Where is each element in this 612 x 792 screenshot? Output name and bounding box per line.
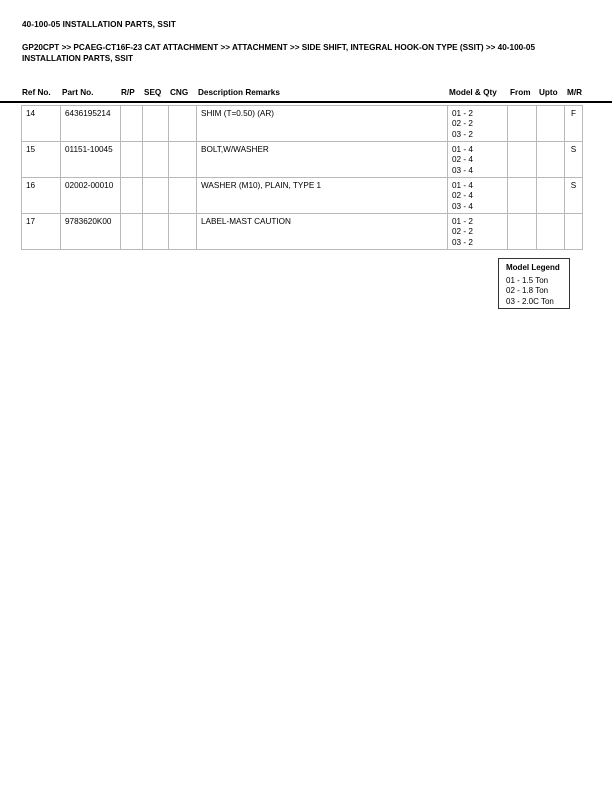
cell-description: WASHER (M10), PLAIN, TYPE 1 [197, 178, 448, 214]
cell-ref-no: 16 [22, 178, 61, 214]
cell-description: BOLT,W/WASHER [197, 142, 448, 178]
table-row [22, 106, 583, 142]
model-qty-line: 03 - 4 [452, 201, 473, 211]
legend-item: 02 - 1.8 Ton [506, 286, 549, 296]
column-header-rp: R/P [121, 88, 135, 97]
column-header-upto: Upto [539, 88, 558, 97]
cell-mr: F [565, 106, 583, 142]
parts-table-body [22, 106, 583, 250]
column-header-model-qty: Model & Qty [449, 88, 497, 97]
cell-from [508, 178, 537, 214]
column-header-description: Description Remarks [198, 88, 280, 97]
cell-part-no: 9783620K00 [61, 214, 121, 250]
cell-part-no: 6436195214 [61, 106, 121, 142]
model-qty-line: 01 - 2 [452, 109, 473, 118]
legend-item: 03 - 2.0C Ton [506, 296, 554, 306]
cell-from [508, 106, 537, 142]
cell-seq [143, 214, 169, 250]
cell-cng [169, 106, 197, 142]
model-qty-line: 03 - 2 [452, 129, 473, 139]
cell-description: LABEL-MAST CAUTION [197, 214, 448, 250]
column-header-from: From [510, 88, 531, 97]
model-qty-line: 02 - 4 [452, 191, 473, 201]
legend-item: 01 - 1.5 Ton [506, 275, 549, 285]
column-header-cng: CNG [170, 88, 189, 97]
table-row [22, 214, 583, 250]
cell-part-no: 02002-00010 [61, 178, 121, 214]
cell-upto [537, 214, 565, 250]
cell-upto [537, 106, 565, 142]
breadcrumb: GP20CPT >> PCAEG-CT16F-23 CAT ATTACHMENT >> ATTACHMENT >> SIDE SHIFT, INTEGRAL HOOK-ON TYPE (SSIT) >> 40-100-05 INSTALLATION PARTS, SSIT [22, 43, 536, 63]
table-row [22, 178, 583, 214]
cell-ref-no: 17 [22, 214, 61, 250]
cell-rp [121, 178, 143, 214]
cell-mr: S [565, 178, 583, 214]
cell-from [508, 214, 537, 250]
column-header-seq: SEQ [144, 88, 162, 97]
model-legend [498, 258, 570, 309]
model-qty-line: 02 - 2 [452, 119, 473, 129]
cell-upto [537, 142, 565, 178]
cell-model-qty [448, 106, 508, 142]
legend-title: Model Legend [506, 263, 560, 272]
parts-table [21, 105, 583, 250]
cell-upto [537, 178, 565, 214]
cell-ref-no: 14 [22, 106, 61, 142]
model-qty-line: 02 - 4 [452, 155, 473, 165]
cell-ref-no: 15 [22, 142, 61, 178]
cell-rp [121, 142, 143, 178]
column-header-part-no: Part No. [62, 88, 94, 97]
cell-seq [143, 142, 169, 178]
cell-model-qty [448, 178, 508, 214]
model-qty-line: 03 - 4 [452, 165, 473, 175]
cell-cng [169, 142, 197, 178]
model-qty-line: 01 - 4 [452, 145, 473, 154]
cell-cng [169, 214, 197, 250]
cell-mr: S [565, 142, 583, 178]
model-qty-line: 02 - 2 [452, 227, 473, 237]
cell-model-qty [448, 142, 508, 178]
column-header-mr: M/R [567, 88, 583, 97]
model-qty-line: 01 - 4 [452, 181, 473, 190]
cell-description: SHIM (T=0.50) (AR) [197, 106, 448, 142]
model-qty-line: 01 - 2 [452, 217, 473, 226]
cell-mr [565, 214, 583, 250]
cell-seq [143, 106, 169, 142]
cell-cng [169, 178, 197, 214]
model-qty-line: 03 - 2 [452, 237, 473, 247]
cell-part-no: 01151-10045 [61, 142, 121, 178]
cell-rp [121, 214, 143, 250]
column-header-ref-no: Ref No. [22, 88, 51, 97]
header-divider [0, 101, 612, 103]
cell-model-qty [448, 214, 508, 250]
page-title: 40-100-05 INSTALLATION PARTS, SSIT [22, 20, 176, 29]
cell-seq [143, 178, 169, 214]
cell-from [508, 142, 537, 178]
cell-rp [121, 106, 143, 142]
table-row [22, 142, 583, 178]
